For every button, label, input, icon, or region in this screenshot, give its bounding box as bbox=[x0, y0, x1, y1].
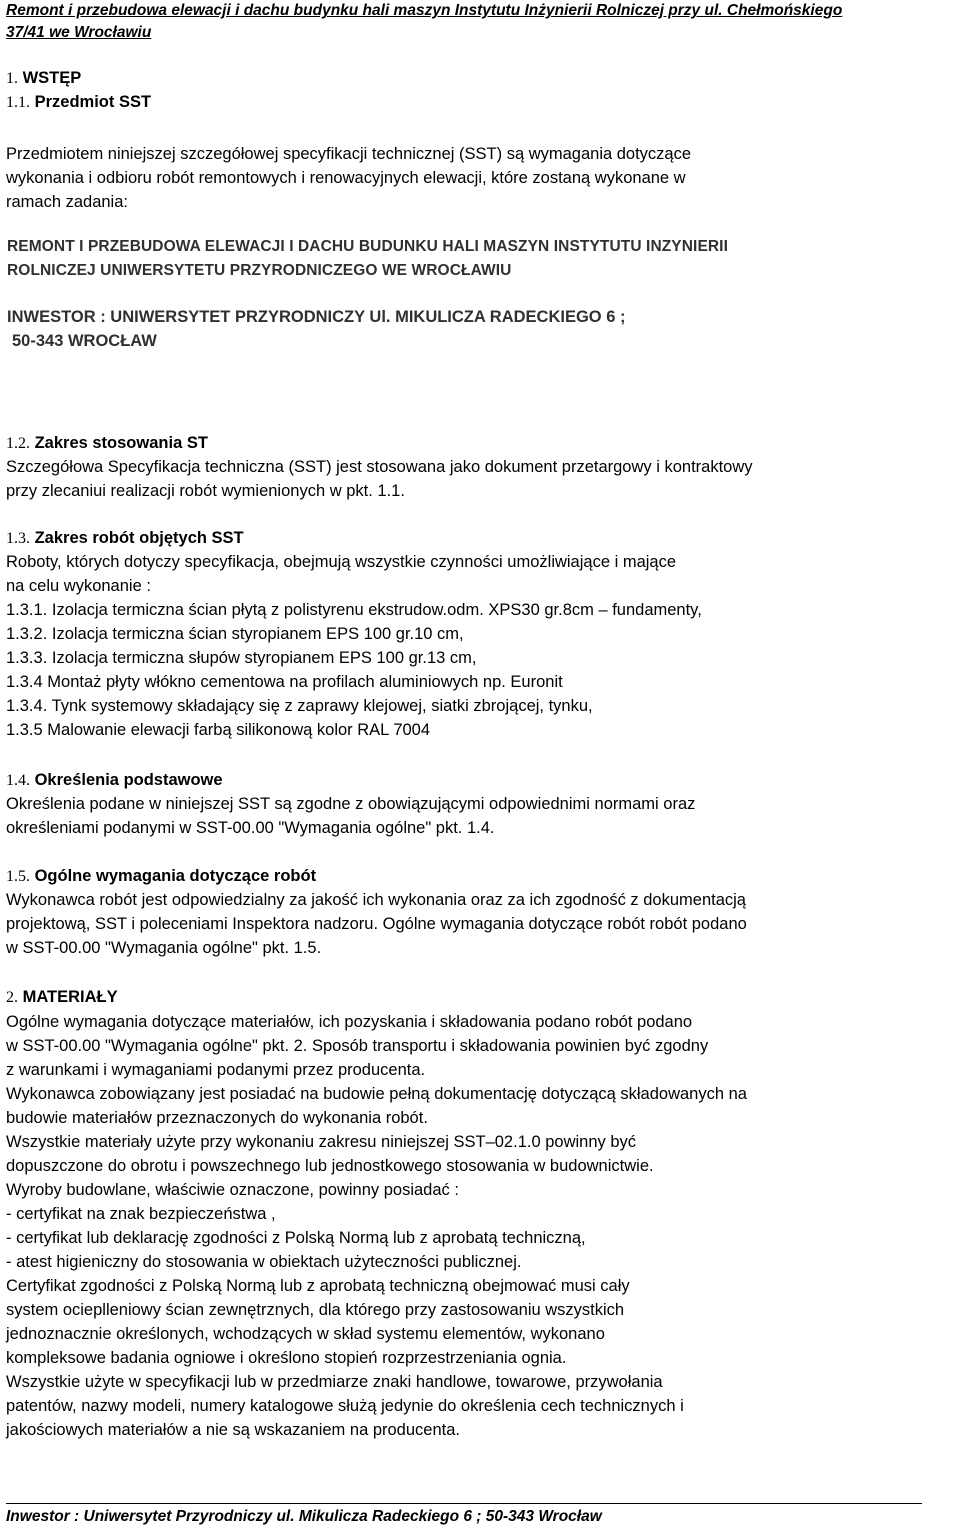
task-name bbox=[7, 235, 728, 283]
running-footer: Inwestor : Uniwersytet Przyrodniczy ul. Mikulicza Radeckiego 6 ; 50-343 Wrocław bbox=[6, 1508, 602, 1525]
paragraph-general-requirements bbox=[6, 888, 747, 960]
section-number: 1.2. bbox=[6, 435, 30, 452]
paragraph-line: wykonania i odbioru robót remontowych i renowacyjnych elewacji, które zostaną wykonane w bbox=[6, 169, 686, 187]
paragraph-line: ramach zadania: bbox=[6, 193, 128, 211]
section-number: 2. bbox=[6, 989, 18, 1006]
list-item: 1.3.1. Izolacja termiczna ścian płytą z polistyrenu ekstrudow.odm. XPS30 gr.8cm – fundamenty, bbox=[6, 601, 702, 619]
section-number: 1.1. bbox=[6, 94, 30, 111]
investor-block bbox=[7, 305, 625, 353]
list-item: - certyfikat na znak bezpieczeństwa , bbox=[6, 1205, 276, 1223]
list-item: 1.3.3. Izolacja termiczna słupów styropianem EPS 100 gr.13 cm, bbox=[6, 649, 477, 667]
section-number: 1. bbox=[6, 70, 18, 87]
section-number: 1.3. bbox=[6, 530, 30, 547]
paragraph-line: system ocieplleniowy ścian zewnętrznych, dla którego przy zastosowaniu wszystkich bbox=[6, 1301, 625, 1319]
investor-line: 50-343 WROCŁAW bbox=[12, 332, 157, 350]
section-heading-1-4 bbox=[6, 769, 223, 792]
paragraph-line: określeniami podanymi w SST-00.00 "Wymagania ogólne" pkt. 1.4. bbox=[6, 819, 495, 837]
section-heading-1 bbox=[6, 67, 81, 90]
header-line-1: Remont i przebudowa elewacji i dachu budynku hali maszyn Instytutu Inżynierii Rolniczej przy ul. Chełmońskiego bbox=[6, 2, 843, 19]
section-title: WSTĘP bbox=[22, 69, 82, 87]
paragraph-line: Wszystkie materiały użyte przy wykonaniu zakresu niniejszej SST–02.1.0 powinny być bbox=[6, 1133, 637, 1151]
paragraph-materials bbox=[6, 1010, 747, 1442]
paragraph-line: dopuszczone do obrotu i powszechnego lub jednostkowego stosowania w budownictwie. bbox=[6, 1157, 654, 1175]
paragraph-line: z warunkami i wymaganiami podanymi przez producenta. bbox=[6, 1061, 426, 1079]
paragraph-line: Szczegółowa Specyfikacja techniczna (SST) jest stosowana jako dokument przetargowy i kontraktowy bbox=[6, 458, 753, 476]
footer-divider bbox=[6, 1503, 922, 1504]
section-heading-2 bbox=[6, 986, 118, 1009]
task-line: REMONT I PRZEBUDOWA ELEWACJI I DACHU BUDUNKU HALI MASZYN INSTYTUTU INZYNIERII bbox=[7, 238, 728, 255]
section-heading-1-3 bbox=[6, 527, 244, 550]
paragraph-line: w SST-00.00 "Wymagania ogólne" pkt. 2. Sposób transportu i składowania powinien być zgodny bbox=[6, 1037, 709, 1055]
paragraph-line: Wyroby budowlane, właściwie oznaczone, powinny posiadać : bbox=[6, 1181, 459, 1199]
section-number: 1.4. bbox=[6, 772, 30, 789]
list-item: - certyfikat lub deklarację zgodności z Polską Normą lub z aprobatą techniczną, bbox=[6, 1229, 586, 1247]
paragraph-line: w SST-00.00 "Wymagania ogólne" pkt. 1.5. bbox=[6, 939, 322, 957]
paragraph-line: Przedmiotem niniejszej szczegółowej specyfikacji technicznej (SST) są wymagania dotyczące bbox=[6, 145, 692, 163]
section-title: Zakres stosowania ST bbox=[34, 434, 208, 452]
section-heading-1-2 bbox=[6, 432, 208, 455]
paragraph-line: Wykonawca zobowiązany jest posiadać na budowie pełną dokumentację dotyczącą składowanych na bbox=[6, 1085, 747, 1103]
section-title: Ogólne wymagania dotyczące robót bbox=[34, 867, 317, 885]
list-item: - atest higieniczny do stosowania w obiektach użyteczności publicznej. bbox=[6, 1253, 522, 1271]
list-item: 1.3.4 Montaż płyty włókno cementowa na profilach aluminiowych np. Euronit bbox=[6, 673, 563, 691]
section-heading-1-1 bbox=[6, 91, 151, 114]
paragraph-works bbox=[6, 550, 702, 742]
paragraph-line: kompleksowe badania ogniowe i określono stopień rozprzestrzeniania ognia. bbox=[6, 1349, 567, 1367]
paragraph-line: Określenia podane w niniejszej SST są zgodne z obowiązującymi odpowiednimi normami oraz bbox=[6, 795, 696, 813]
paragraph-line: Wszystkie użyte w specyfikacji lub w przedmiarze znaki handlowe, towarowe, przywołania bbox=[6, 1373, 663, 1391]
paragraph-line: na celu wykonanie : bbox=[6, 577, 151, 595]
paragraph-line: przy zlecaniui realizacji robót wymienionych w pkt. 1.1. bbox=[6, 482, 405, 500]
task-line: ROLNICZEJ UNIWERSYTETU PRZYRODNICZEGO WE WROCŁAWIU bbox=[7, 262, 512, 279]
paragraph-line: budowie materiałów przeznaczonych do wykonania robót. bbox=[6, 1109, 428, 1127]
section-title: MATERIAŁY bbox=[22, 988, 118, 1006]
paragraph-line: Roboty, których dotyczy specyfikacja, obejmują wszystkie czynności umożliwiające i mające bbox=[6, 553, 677, 571]
paragraph-definitions bbox=[6, 792, 695, 840]
investor-line: INWESTOR : UNIWERSYTET PRZYRODNICZY Ul. MIKULICZA RADECKIEGO 6 ; bbox=[7, 308, 626, 326]
section-title: Określenia podstawowe bbox=[34, 771, 223, 789]
paragraph-line: jakościowych materiałów a nie są wskazaniem na producenta. bbox=[6, 1421, 460, 1439]
section-heading-1-5 bbox=[6, 865, 316, 888]
paragraph-line: jednoznacznie określonych, wchodzących w skład systemu elementów, wykonano bbox=[6, 1325, 605, 1343]
paragraph-scope bbox=[6, 455, 753, 503]
running-header bbox=[6, 0, 956, 44]
paragraph-subject bbox=[6, 142, 691, 214]
paragraph-line: Ogólne wymagania dotyczące materiałów, ich pozyskania i składowania podano robót podano bbox=[6, 1013, 693, 1031]
section-title: Zakres robót objętych SST bbox=[34, 529, 244, 547]
list-item: 1.3.5 Malowanie elewacji farbą silikonową kolor RAL 7004 bbox=[6, 721, 431, 739]
section-title: Przedmiot SST bbox=[34, 93, 152, 111]
list-item: 1.3.4. Tynk systemowy składający się z zaprawy klejowej, siatki zbrojącej, tynku, bbox=[6, 697, 593, 715]
header-line-2: 37/41 we Wrocławiu bbox=[6, 24, 152, 41]
paragraph-line: Certyfikat zgodności z Polską Normą lub z aprobatą techniczną obejmować musi cały bbox=[6, 1277, 630, 1295]
section-number: 1.5. bbox=[6, 868, 30, 885]
paragraph-line: Wykonawca robót jest odpowiedzialny za jakość ich wykonania oraz za ich zgodność z dokumentacją bbox=[6, 891, 746, 909]
list-item: 1.3.2. Izolacja termiczna ścian styropianem EPS 100 gr.10 cm, bbox=[6, 625, 464, 643]
paragraph-line: projektową, SST i poleceniami Inspektora nadzoru. Ogólne wymagania dotyczące robót robót podano bbox=[6, 915, 747, 933]
paragraph-line: patentów, nazwy modeli, numery katalogowe służą jedynie do określenia cech technicznych i bbox=[6, 1397, 684, 1415]
